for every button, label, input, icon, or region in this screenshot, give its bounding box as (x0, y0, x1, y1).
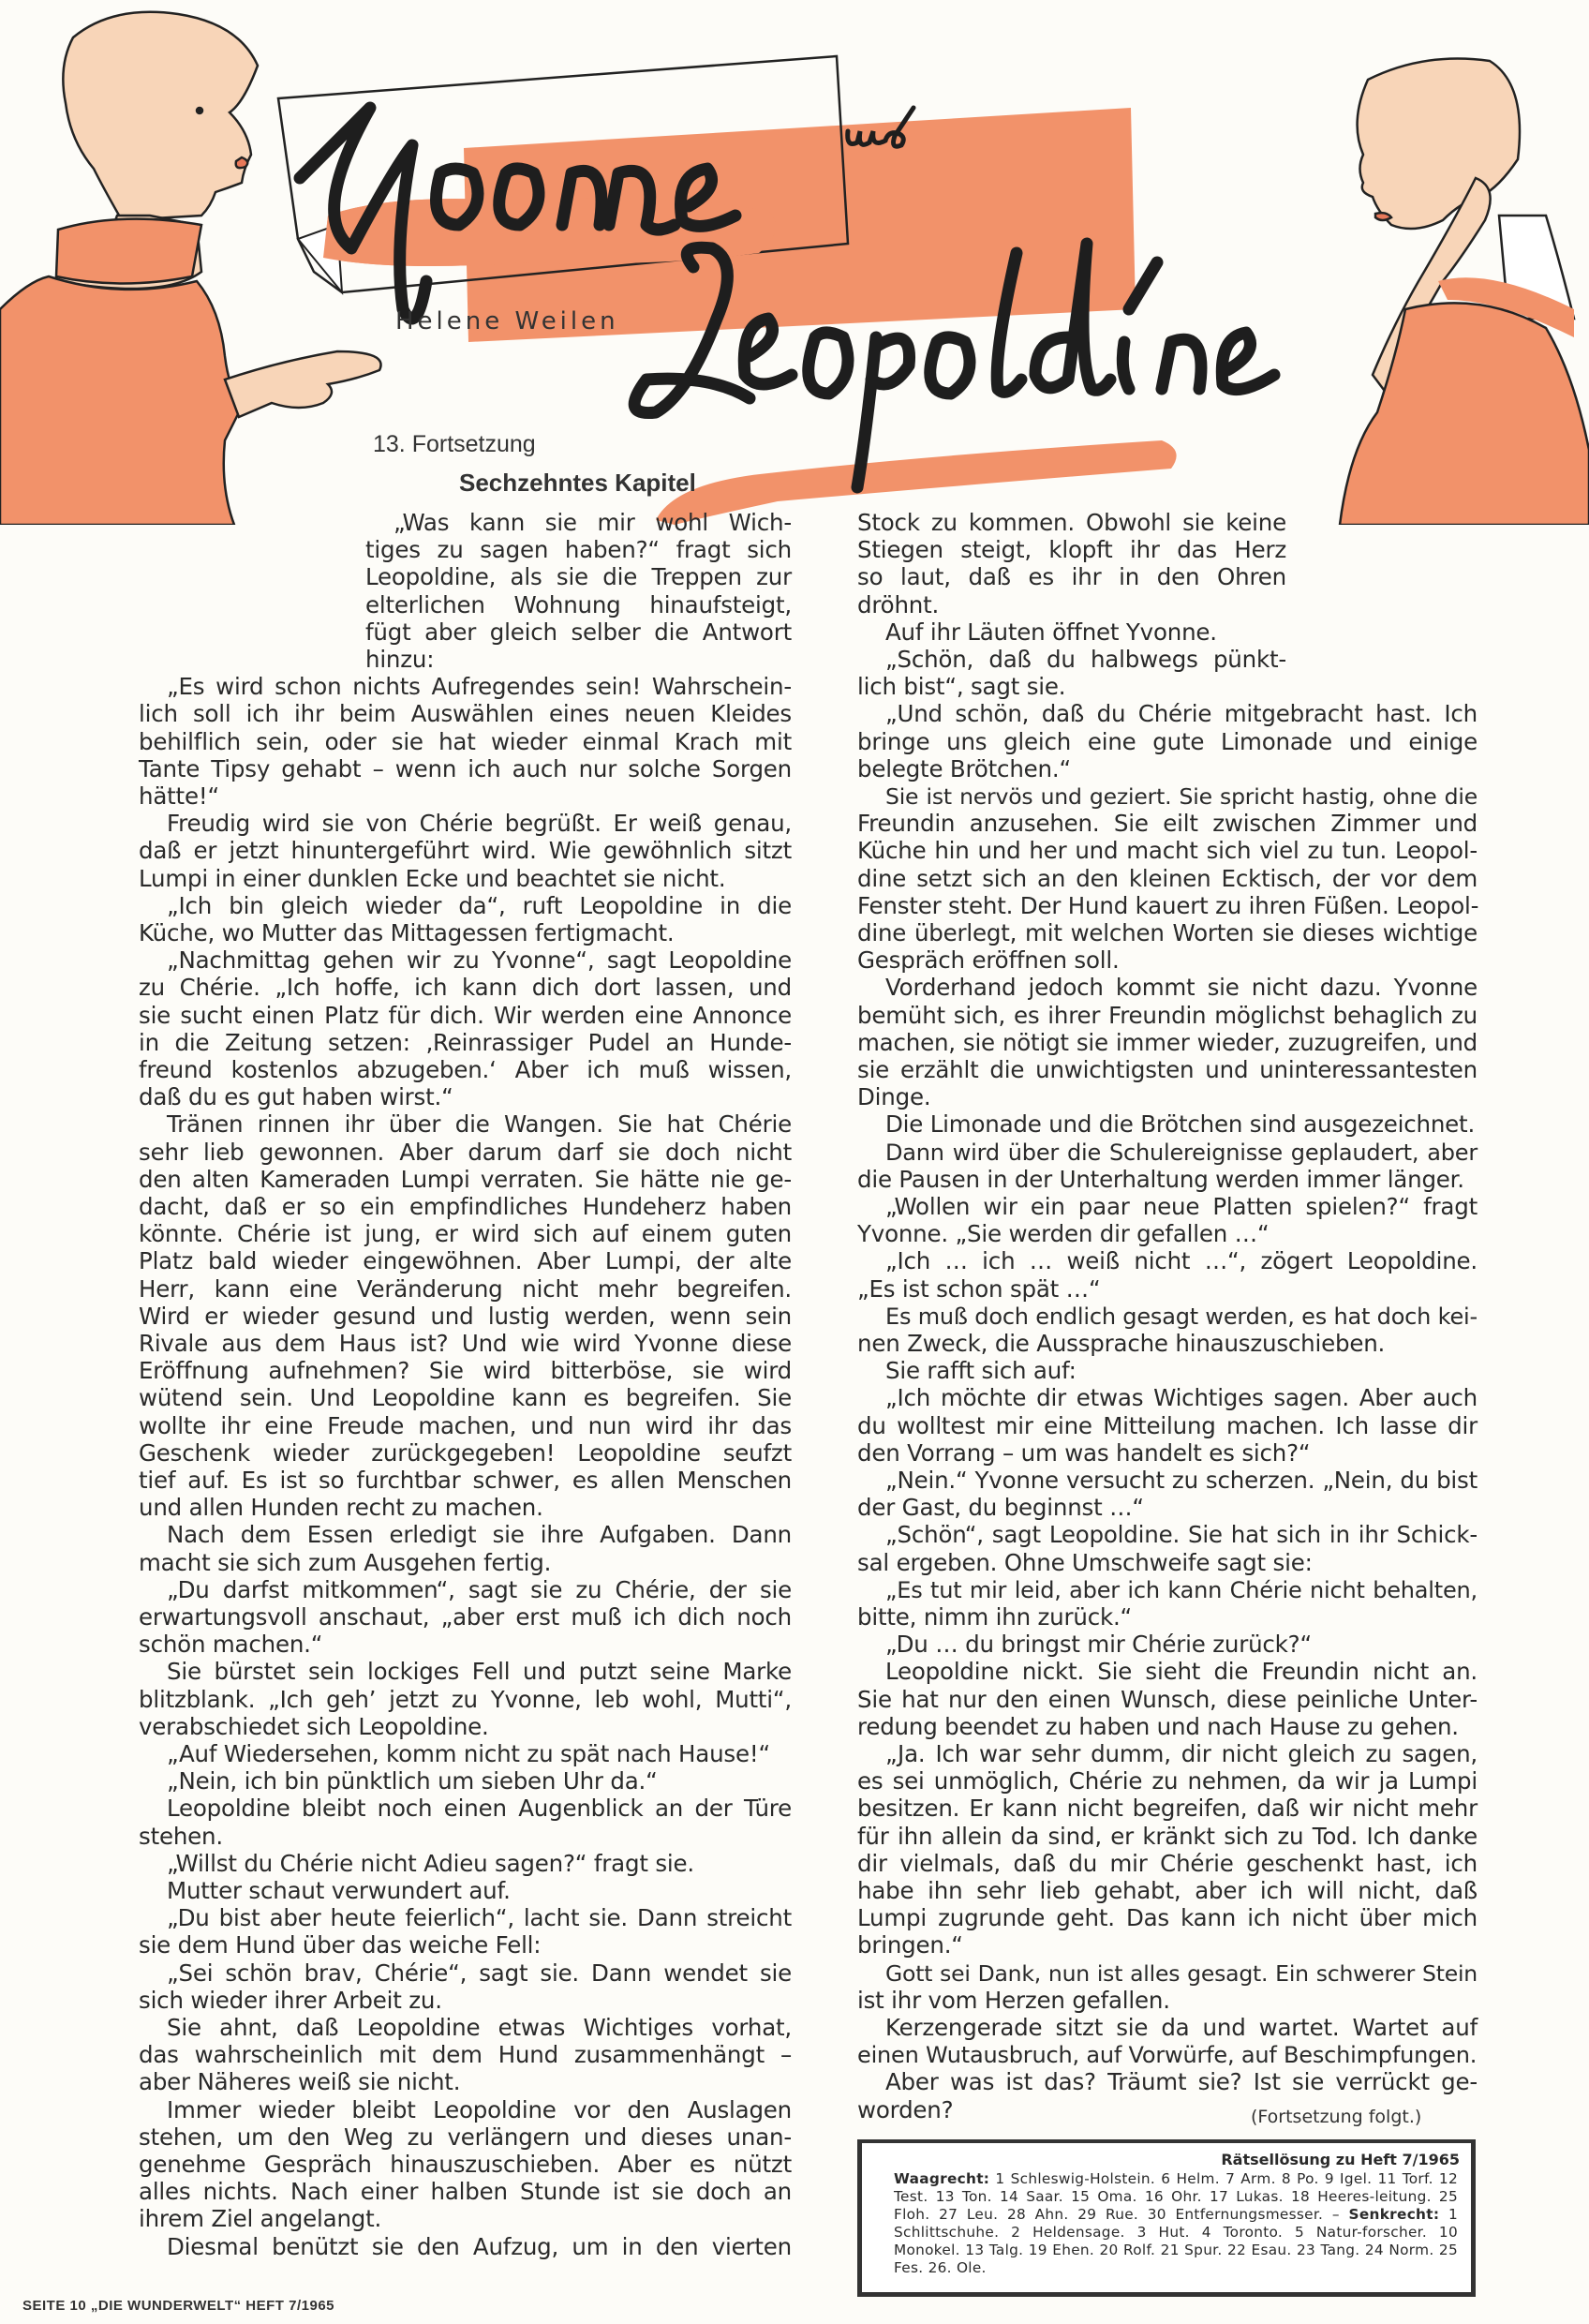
text-line: daß er jetzt hinuntergeführt wird. Wie gewöhnlich sitzt (139, 837, 792, 865)
text-line: redung beendet zu haben und nach Hause zu gehen. (857, 1712, 1459, 1740)
text-line: stehen. (139, 1822, 223, 1850)
text-line: Leopoldine bleibt noch einen Augenblick an der Türe (167, 1795, 792, 1823)
text-line: „Ich möchte dir etwas Wichtiges sagen. Aber auch (885, 1384, 1478, 1412)
text-line: Yvonne. „Sie werden dir gefallen …“ (857, 1220, 1270, 1248)
text-line: wütend sein. Und Leopoldine kann es begreifen. Sie (139, 1384, 792, 1412)
text-line: Sie hat nur den einen Wunsch, diese peinliche Unter- (857, 1685, 1478, 1713)
text-line: „Schön, daß du halbwegs pünkt- (885, 646, 1286, 673)
text-line: Freundin anzusehen. Sie eilt zwischen Zimmer und (857, 810, 1478, 838)
text-line: sal ergeben. Ohne Umschweife sagt sie: (857, 1548, 1313, 1576)
text-line: für ihn allein da sind, er kränkt sich zu Tod. Ich danke (857, 1822, 1478, 1850)
text-line: ist ihr vom Herzen gefallen. (857, 1986, 1170, 2014)
text-line: den Vorrang – um was handelt es sich?“ (857, 1438, 1311, 1467)
text-line: „Schön“, sagt Leopoldine. Sie hat sich in ihr Schick- (885, 1521, 1478, 1549)
text-line: „Nachmittag gehen wir zu Yvonne“, sagt Leopoldine (167, 946, 792, 975)
text-line: so laut, daß es ihr in den Ohren (857, 563, 1286, 591)
text-line: Rivale aus dem Haus ist? Und wie wird Yvonne diese (139, 1330, 792, 1357)
text-line: behilflich sein, oder sie hat wieder einmal Krach mit (139, 727, 792, 755)
text-line: daß du es gut haben wirst.“ (139, 1083, 453, 1111)
text-line: Die Limonade und die Brötchen sind ausgezeichnet. (885, 1110, 1476, 1139)
across-label: Waagrecht: (894, 2170, 990, 2187)
text-line: aber Näheres weiß sie nicht. (139, 2068, 461, 2096)
text-line: „Auf Wiedersehen, komm nicht zu spät nach Hause!“ (167, 1740, 770, 1767)
text-line: schön machen.“ (139, 1631, 323, 1659)
text-line: lich bist“, sagt sie. (857, 673, 1066, 701)
text-line: Vorderhand jedoch kommt sie nicht dazu. Yvonne (885, 974, 1478, 1002)
installment-label: 13. Fortsetzung (373, 431, 536, 457)
text-line: besitzen. Er kann nicht begreifen, daß wir nicht mehr (857, 1795, 1478, 1823)
text-line: hinzu: (365, 646, 435, 673)
text-line: einen Wutausbruch, auf Vorwürfe, auf Beschimpfungen. (857, 2042, 1478, 2069)
text-line: dine überlegt, mit welchen Worten sie dieses wichtige (857, 919, 1478, 946)
text-line: Sie ist nervös und geziert. Sie spricht hastig, ohne die (885, 783, 1478, 810)
text-line: dine setzt sich an den kleinen Ecktisch, der vor dem (857, 864, 1478, 892)
text-line: „Es tut mir leid, aber ich kann Chérie nicht behalten, (885, 1576, 1478, 1603)
text-line: die Pausen in der Unterhaltung werden immer länger. (857, 1165, 1464, 1193)
text-line: es sei unmöglich, Chérie zu nehmen, da wir ja Lumpi (857, 1767, 1478, 1795)
text-line: könnte. Chérie ist jung, er wird sich auf einem guten (139, 1220, 792, 1248)
text-line: belegte Brötchen.“ (857, 754, 1071, 782)
text-line: „Du … du bringst mir Chérie zurück?“ (885, 1631, 1312, 1659)
text-line: Sie bürstet sein lockiges Fell und putzt seine Marke (167, 1658, 792, 1686)
text-line: bringen.“ (857, 1931, 963, 1959)
text-line: sie dem Hund über das weiche Fell: (139, 1931, 542, 1959)
text-line: lich soll ich ihr beim Auswählen eines neuen Kleides (139, 700, 792, 728)
text-line: Lumpi in einer dunklen Ecke und beachtet sie nicht. (139, 864, 726, 892)
text-line: Küche, wo Mutter das Mittagessen fertigmacht. (139, 919, 675, 946)
text-line: alles nichts. Nach einer halben Stunde ist sie doch an (139, 2178, 792, 2206)
text-line: sie sucht einen Platz für dich. Wir werden eine Annonce (139, 1001, 792, 1029)
text-line: fügt aber gleich selber die Antwort (365, 618, 792, 646)
text-line: Lumpi zugrunde geht. Das kann ich nicht über mich (857, 1904, 1478, 1932)
text-line: Wird er wieder gesund und lustig werden, wenn sein (139, 1302, 792, 1330)
text-line: blitzblank. „Ich geh’ jetzt zu Yvonne, leb wohl, Mutti“, (139, 1685, 792, 1713)
text-line: erwartungsvoll anschaut, „aber erst muß ich dich noch (139, 1603, 792, 1631)
text-line: Geschenk wieder zurückgegeben! Leopoldine seufzt (139, 1438, 792, 1467)
text-line: bringe uns gleich eine gute Limonade und einige (857, 727, 1478, 755)
title-illustration (0, 0, 1589, 525)
text-line: hätte!“ (139, 782, 219, 810)
text-line: „Sei schön brav, Chérie“, sagt sie. Dann wendet sie (167, 1959, 792, 1987)
text-line: und allen Hunden recht zu machen. (139, 1494, 543, 1522)
text-line: „Ja. Ich war sehr dumm, dir nicht gleich zu sagen, (885, 1740, 1478, 1767)
text-line: du wolltest mir eine Mitteilung machen. Ich lasse dir (857, 1411, 1478, 1439)
text-line: „Und schön, daß du Chérie mitgebracht hast. Ich (885, 700, 1478, 728)
text-line: Leopoldine, als sie die Treppen zur (365, 563, 792, 591)
text-line: Diesmal benützt sie den Aufzug, um in den vierten (167, 2232, 792, 2260)
puzzle-solution-title: Rätsellösung zu Heft 7/1965 (1221, 2151, 1460, 2168)
text-line: stehen, um den Weg zu verlängern und dieses unan- (139, 2123, 792, 2151)
text-line: Herr, kann eine Veränderung nicht mehr begreifen. (139, 1274, 792, 1303)
text-line: Stock zu kommen. Obwohl sie keine (857, 509, 1286, 536)
text-line: der Gast, du beginnst …“ (857, 1494, 1144, 1522)
text-line: tief auf. Es ist so furchtbar schwer, es allen Menschen (139, 1467, 792, 1494)
text-line: dacht, daß er so ein empfindliches Hundeherz haben (139, 1193, 792, 1220)
text-line: „Du darfst mitkommen“, sagt sie zu Chérie, der sie (167, 1575, 792, 1603)
text-line: verabschiedet sich Leopoldine. (139, 1712, 489, 1740)
down-answers: 1 Schlittschuhe. 2 Heldensage. 3 Hut. 4 Toronto. 5 Natur-forscher. 10 Monokel. 13 Talg. 19 Ehen. 20 Rolf. 21 Spur. 22 Esau. 23 Tang. 24 Norm. 25 Fes. 26. Ole. (894, 2206, 1458, 2276)
puzzle-solution-box (857, 2139, 1476, 2297)
leopoldine-illustration (1340, 59, 1589, 526)
text-line: Freudig wird sie von Chérie begrüßt. Er weiß genau, (167, 810, 792, 838)
continued-note: (Fortsetzung folgt.) (1251, 2107, 1422, 2127)
text-line: tiges zu sagen haben?“ fragt sich (365, 536, 792, 564)
text-line: „Es wird schon nichts Aufregendes sein! Wahrschein- (167, 673, 792, 701)
text-line: Dinge. (857, 1083, 931, 1111)
text-line: genehme Gespräch hinauszuschieben. Aber es nützt (139, 2151, 792, 2178)
text-line: Sie rafft sich auf: (885, 1357, 1077, 1385)
text-line: Aber was ist das? Träumt sie? Ist sie verrückt ge- (885, 2068, 1478, 2096)
text-line: sehr lieb gewonnen. Aber darum darf sie doch nicht (139, 1138, 792, 1166)
text-line: Leopoldine nickt. Sie sieht die Freundin nicht an. (885, 1658, 1478, 1686)
text-line: „Wollen wir ein paar neue Platten spielen?“ fragt (885, 1193, 1478, 1220)
text-line: nen Zweck, die Aussprache hinauszuschieben. (857, 1330, 1386, 1357)
text-line: „Du bist aber heute feierlich“, lacht sie. Dann streicht (167, 1904, 792, 1932)
text-line: machen, sie nötigt sie immer wieder, zuzugreifen, und (857, 1028, 1478, 1056)
text-line: Kerzengerade sitzt sie da und wartet. Wartet auf (885, 2014, 1478, 2041)
text-line: das wahrscheinlich mit dem Hund zusammenhängt – (139, 2041, 792, 2069)
text-line: Stiegen steigt, klopft ihr das Herz (857, 536, 1286, 564)
text-line: freund kostenlos abzugeben.‘ Aber ich muß wissen, (139, 1056, 792, 1083)
text-line: Auf ihr Läuten öffnet Yvonne. (885, 618, 1217, 646)
text-line: habe ihn sehr lieb gehabt, aber ich will nicht, daß (857, 1877, 1478, 1904)
text-line: bemüht sich, es ihrer Freundin möglichst behaglich zu (857, 1001, 1478, 1029)
text-line: macht sie sich zum Ausgehen fertig. (139, 1548, 552, 1576)
text-line: „Ich bin gleich wieder da“, ruft Leopoldine in die (167, 891, 792, 919)
text-line: ihrem Ziel angelangt. (139, 2205, 382, 2233)
text-line: „Nein, ich bin pünktlich um sieben Uhr da.“ (167, 1767, 658, 1795)
page-footer: SEITE 10 „DIE WUNDERWELT“ HEFT 7/1965 (22, 2298, 335, 2314)
down-label: Senkrecht: (1348, 2206, 1440, 2223)
text-line: „Ich … ich … weiß nicht …“, zögert Leopoldine. (885, 1247, 1478, 1275)
text-line: Nach dem Essen erledigt sie ihre Aufgaben. Dann (167, 1521, 792, 1549)
text-line: sich wieder ihrer Arbeit zu. (139, 1986, 442, 2014)
text-line: bitte, nimm ihn zurück.“ (857, 1603, 1133, 1631)
text-line: Tränen rinnen ihr über die Wangen. Sie hat Chérie (167, 1110, 792, 1139)
text-line: elterlichen Wohnung hinaufsteigt, (365, 590, 792, 618)
text-line: in die Zeitung setzen: ‚Reinrassiger Pudel an Hunde- (139, 1028, 792, 1056)
text-line: dröhnt. (857, 590, 940, 618)
text-line: Immer wieder bleibt Leopoldine vor den Auslagen (167, 2095, 792, 2123)
text-line: Küche hin und her und macht sich viel zu tun. Leopol- (857, 837, 1478, 865)
text-line: wollte ihr eine Freude machen, und nun wird ihr das (139, 1411, 792, 1439)
text-line: Gott sei Dank, nun ist alles gesagt. Ein schwerer Stein (885, 1959, 1478, 1987)
text-line: Tante Tipsy gehabt – wenn ich auch nur solche Sorgen (139, 754, 792, 782)
text-line: Gespräch eröffnen soll. (857, 946, 1120, 975)
chapter-heading: Sechzehntes Kapitel (459, 469, 696, 497)
text-line: Dann wird über die Schulereignisse geplaudert, aber (885, 1139, 1478, 1166)
text-line: zu Chérie. „Ich hoffe, ich kann dich dort lassen, und (139, 974, 792, 1002)
text-line: dir vielmals, daß du mir Chérie geschenkt hast, ich (857, 1849, 1478, 1877)
text-line: Sie ahnt, daß Leopoldine etwas Wichtiges vorhat, (167, 2014, 792, 2041)
text-line: den alten Kameraden Lumpi verraten. Sie hätte nie ge- (139, 1165, 792, 1193)
author-byline: Helene Weilen (395, 307, 619, 335)
text-line: worden? (857, 2095, 954, 2123)
text-line: Es muß doch endlich gesagt werden, es hat doch kei- (885, 1303, 1478, 1330)
text-line: Platz bald wieder eingewöhnen. Aber Lumpi, der alte (139, 1247, 792, 1275)
text-line: „Willst du Chérie nicht Adieu sagen?“ fragt sie. (167, 1849, 694, 1877)
text-line: sie erzählt die unwichtigsten und uninteressantesten (857, 1056, 1478, 1083)
across-answers: 1 Schleswig-Holstein. 6 Helm. 7 Arm. 8 Po. 9 Igel. 11 Torf. 12 Test. 13 Ton. 14 Saar. 15 Oma. 16 Ohr. 17 Lukas. 18 Heeres-leitung. 25 Floh. 27 Leu. 28 Ahn. 29 Rue. 30 Entfernungsmesser. – (894, 2170, 1458, 2223)
text-line: Eröffnung aufnehmen? Sie wird bitterböse, sie wird (139, 1357, 792, 1385)
text-line: Mutter schaut verwundert auf. (167, 1877, 511, 1904)
text-line: Fenster steht. Der Hund kauert zu ihren Füßen. Leopol- (857, 891, 1479, 919)
text-line: „Nein.“ Yvonne versucht zu scherzen. „Nein, du bist (885, 1467, 1478, 1494)
puzzle-solution-body (894, 2170, 1458, 2277)
text-line: „Es ist schon spät …“ (857, 1274, 1101, 1303)
text-line: „Was kann sie mir wohl Wich- (394, 509, 792, 536)
